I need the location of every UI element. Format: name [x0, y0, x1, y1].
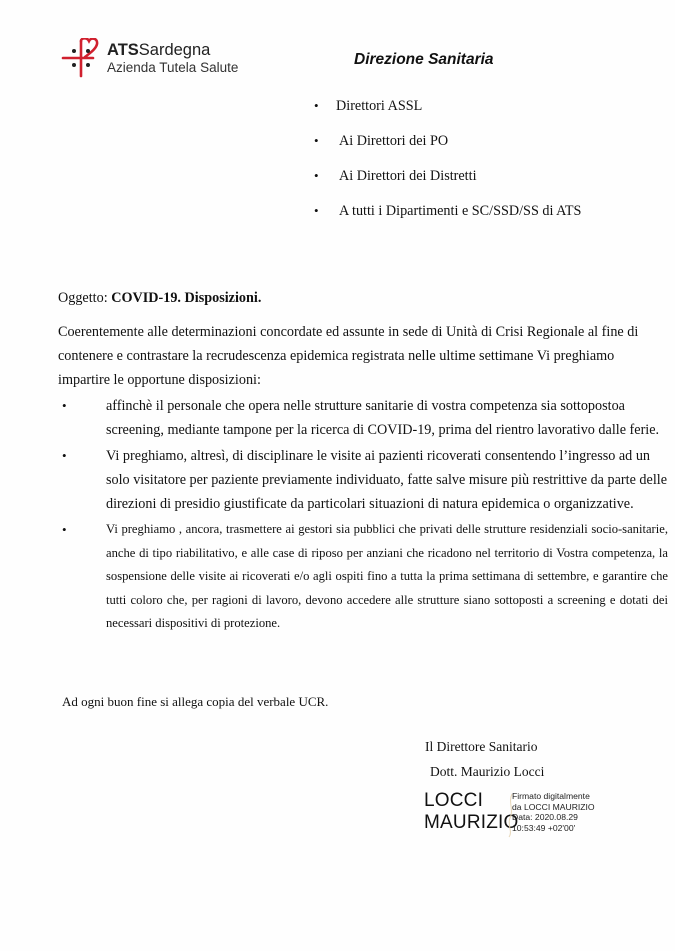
- digital-signature-time: 10:53:49 +02'00': [512, 822, 576, 833]
- recipient-item: [312, 96, 581, 131]
- digital-signature-details: [512, 791, 595, 833]
- bullet-icon: •: [62, 448, 67, 463]
- digital-signature-given-name: MAURIZIO: [424, 812, 519, 833]
- bullet-icon: •: [314, 203, 319, 218]
- recipients-list: [312, 96, 581, 236]
- bullet-icon: •: [62, 522, 67, 537]
- logo-brand-bold: ATS: [107, 41, 139, 59]
- logo-brand: [107, 42, 238, 59]
- ats-logo: [60, 38, 260, 80]
- signatory-role: Il Direttore Sanitario: [425, 739, 538, 754]
- recipient-item: [312, 131, 581, 166]
- subject-value: COVID-19. Disposizioni.: [111, 290, 262, 306]
- intro-paragraph: Coerentemente alle determinazioni concordate ed assunte in sede di Unità di Crisi Regionale al fine di contenere e contrastare la recrudescenza epidemica registrata nelle ultime settimane Vi preghiamo impartire le opportune disposizioni:: [58, 324, 639, 388]
- disposition-text: Vi preghiamo, altresì, di disciplinare le visite ai pazienti ricoverati consentendo l’ingresso ad un solo visitatore per paziente previamente individuato, fatte salve misure più restrittive da parte delle direzioni di presidio giustificate da particolari situazioni di natura epidemica o organizzative.: [106, 448, 667, 512]
- bullet-icon: •: [314, 168, 319, 183]
- recipient-text: A tutti i Dipartimenti e SC/SSD/SS di ATS: [339, 203, 582, 219]
- logo-brand-rest: Sardegna: [138, 41, 211, 59]
- recipient-text: Ai Direttori dei Distretti: [339, 168, 477, 184]
- logo-subtitle: Azienda Tutela Salute: [107, 60, 239, 75]
- digital-signature-date: Data: 2020.08.29: [512, 812, 578, 822]
- bullet-icon: •: [314, 98, 319, 113]
- disposition-item: [58, 444, 668, 516]
- disposition-item: [58, 518, 668, 636]
- logo-text: [107, 42, 238, 76]
- digital-signature-surname: LOCCI: [424, 790, 484, 811]
- dispositions-list: [58, 394, 668, 638]
- digital-signature-line: da LOCCI MAURIZIO: [512, 801, 595, 812]
- recipient-item: [312, 166, 581, 201]
- bullet-icon: •: [314, 133, 319, 148]
- digital-signature-line: Firmato digitalmente: [512, 791, 590, 801]
- subject-line: [58, 290, 261, 307]
- recipient-text: Ai Direttori dei PO: [339, 133, 449, 149]
- digital-signature-name: [424, 790, 519, 834]
- disposition-item: [58, 394, 668, 442]
- bullet-icon: •: [62, 398, 67, 413]
- department-title: Direzione Sanitaria: [354, 51, 494, 68]
- signatory-name: Dott. Maurizio Locci: [430, 764, 545, 779]
- disposition-text: affinchè il personale che opera nelle strutture sanitarie di vostra competenza sia sottopostoa screening, mediante tampone per la ricerca di COVID-19, prima del rientro lavorativo dalle ferie.: [106, 398, 660, 438]
- ats-cross-heart-logo-icon: [60, 38, 102, 78]
- disposition-text: Vi preghiamo , ancora, trasmettere ai gestori sia pubblici che privati delle strutture residenziali socio-sanitarie, anche di tipo riabilitativo, e alle case di riposo per anziani che ricadono nel territorio di Vostra competenza, la sospensione delle visite ai ricoverati e/o agli ospiti fino a tutta la prima settimana di settembre, e garantire che tutti coloro che, per ragioni di lavoro, devono accedere alle strutture siano sottoposti a screening e dotati dei necessari dispositivi di protezione.: [106, 522, 668, 630]
- subject-label: Oggetto:: [58, 290, 108, 306]
- recipient-item: [312, 201, 581, 236]
- digital-signature-stamp: [424, 790, 624, 840]
- recipient-text: Direttori ASSL: [336, 98, 423, 114]
- closing-line: Ad ogni buon fine si allega copia del verbale UCR.: [62, 694, 329, 709]
